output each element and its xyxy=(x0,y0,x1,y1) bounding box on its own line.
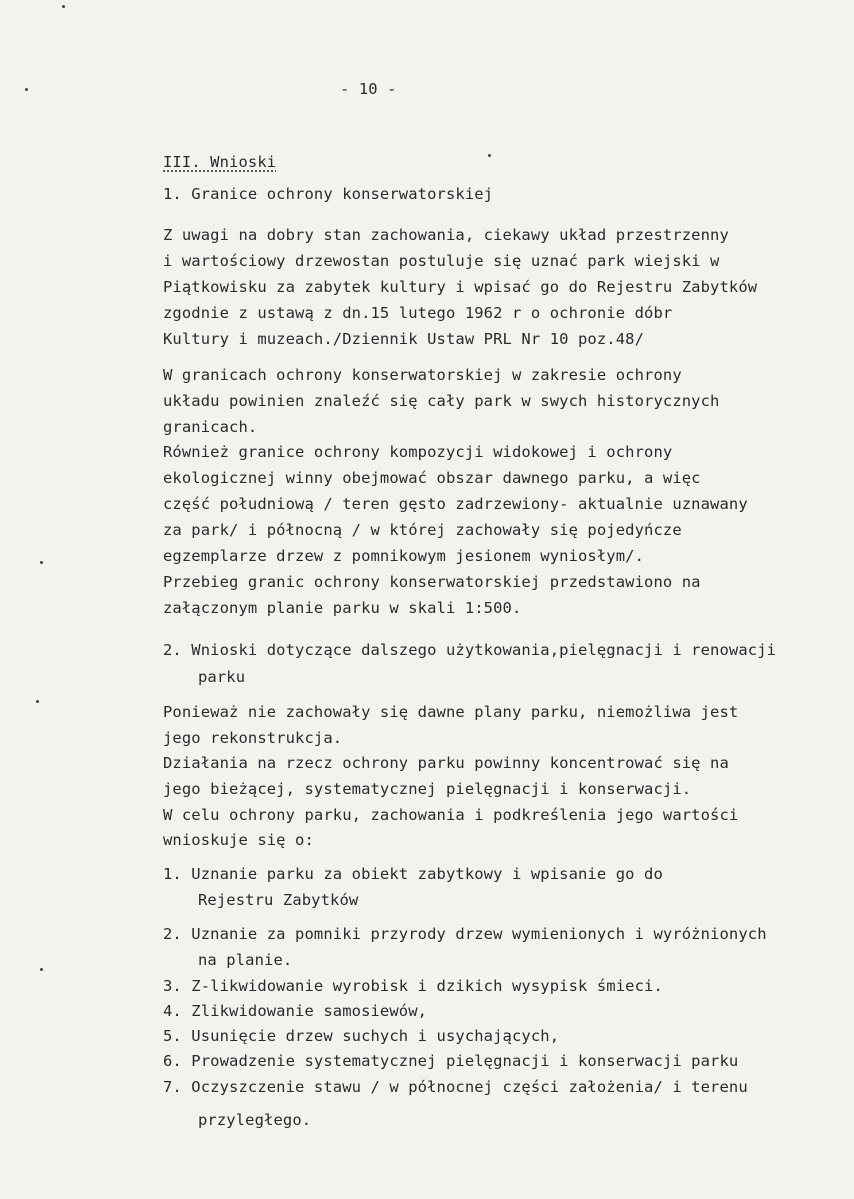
text-line: W celu ochrony parku, zachowania i podkreślenia jego wartości xyxy=(163,806,739,824)
text-line: Przebieg granic ochrony konserwatorskiej przedstawiono na xyxy=(163,573,701,591)
text-line: Piątkowisku za zabytek kultury i wpisać go do Rejestru Zabytków xyxy=(163,278,758,296)
list-item: 4. Zlikwidowanie samosiewów, xyxy=(163,1002,428,1020)
text-line: W granicach ochrony konserwatorskiej w zakresie ochrony xyxy=(163,366,682,384)
text-line: część południową / teren gęsto zadrzewiony- aktualnie uznawany xyxy=(163,495,748,513)
paper-speck xyxy=(40,968,43,971)
text-line: 2. Wnioski dotyczące dalszego użytkowania,pielęgnacji i renowacji xyxy=(163,641,777,659)
text-line: Również granice ochrony kompozycji widokowej i ochrony xyxy=(163,443,673,461)
paper-speck xyxy=(62,5,65,8)
list-item: 7. Oczyszczenie stawu / w północnej części założenia/ i terenu xyxy=(163,1078,748,1096)
text-line: jego bieżącej, systematycznej pielęgnacji i konserwacji. xyxy=(163,780,692,798)
section-heading: III. Wnioski xyxy=(163,153,277,171)
text-line: Działania na rzecz ochrony parku powinny koncentrować się na xyxy=(163,754,729,772)
list-item-continuation: na planie. xyxy=(198,951,293,969)
text-line: układu powinien znaleźć się cały park w swych historycznych xyxy=(163,392,720,410)
paper-speck xyxy=(40,561,43,564)
text-line: za park/ i północną / w której zachowały się pojedyńcze xyxy=(163,521,682,539)
list-item-continuation: Rejestru Zabytków xyxy=(198,891,359,909)
list-item: 3. Z-likwidowanie wyrobisk i dzikich wysypisk śmieci. xyxy=(163,977,663,995)
page-number: - 10 - xyxy=(340,80,397,98)
text-line: Kultury i muzeach./Dziennik Ustaw PRL Nr 10 poz.48/ xyxy=(163,330,645,348)
text-line: i wartościowy drzewostan postuluje się uznać park wiejski w xyxy=(163,252,720,270)
text-line: załączonym planie parku w skali 1:500. xyxy=(163,599,522,617)
subsection-1-title: 1. Granice ochrony konserwatorskiej xyxy=(163,185,494,203)
list-item: 1. Uznanie parku za obiekt zabytkowy i wpisanie go do xyxy=(163,865,663,883)
text-line: Z uwagi na dobry stan zachowania, ciekawy układ przestrzenny xyxy=(163,226,729,244)
text-line: wnioskuje się o: xyxy=(163,831,314,849)
text-line: zgodnie z ustawą z dn.15 lutego 1962 r o ochronie dóbr xyxy=(163,304,673,322)
paper-speck xyxy=(25,88,28,91)
paper-speck xyxy=(36,700,39,703)
text-line: ekologicznej winny obejmować obszar dawnego parku, a więc xyxy=(163,469,701,487)
paper-speck xyxy=(488,154,491,157)
text-line: Ponieważ nie zachowały się dawne plany parku, niemożliwa jest xyxy=(163,703,739,721)
text-line: egzemplarze drzew z pomnikowym jesionem wyniosłym/. xyxy=(163,547,645,565)
list-item: 2. Uznanie za pomniki przyrody drzew wymienionych i wyróżnionych xyxy=(163,925,767,943)
list-item-continuation: przyległego. xyxy=(198,1111,312,1129)
text-line: parku xyxy=(198,668,246,686)
text-line: jego rekonstrukcja. xyxy=(163,729,343,747)
list-item: 6. Prowadzenie systematycznej pielęgnacji i konserwacji parku xyxy=(163,1052,739,1070)
list-item: 5. Usunięcie drzew suchych i usychających, xyxy=(163,1027,560,1045)
text-line: granicach. xyxy=(163,418,258,436)
